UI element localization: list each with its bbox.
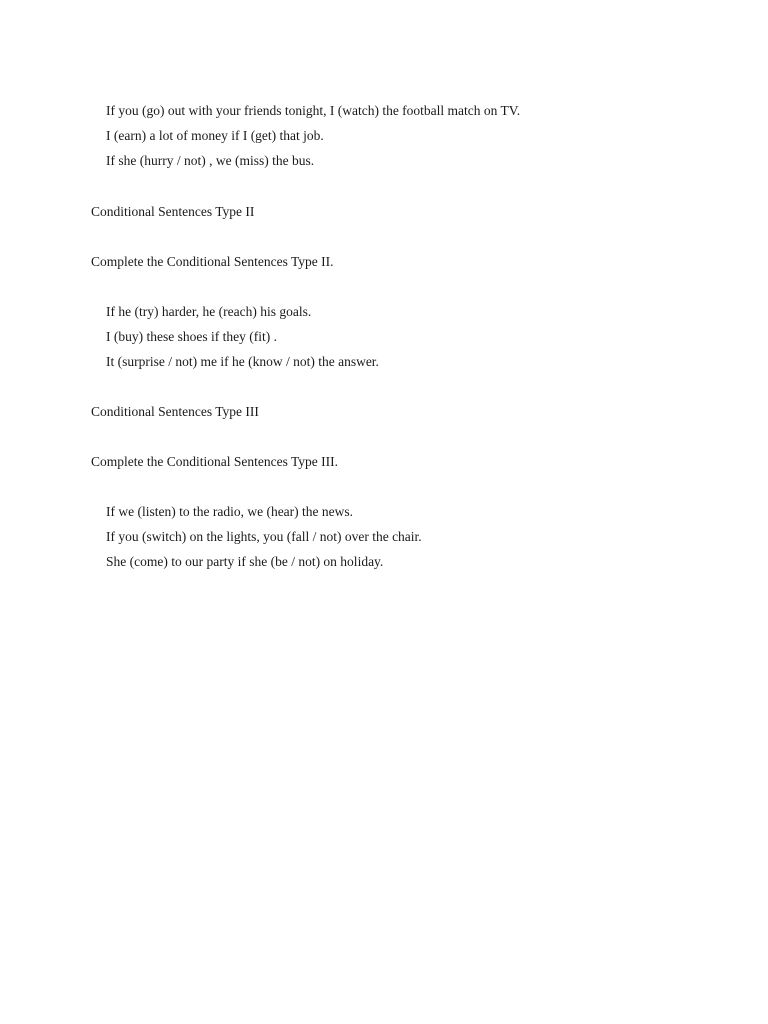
- section-heading-type2: Conditional Sentences Type II: [91, 204, 255, 219]
- exercise-item: She (come) to our party if she (be / not) on holiday.: [106, 554, 384, 569]
- exercise-item: If you (switch) on the lights, you (fall / not) over the chair.: [106, 529, 422, 544]
- exercise-item: If you (go) out with your friends tonight, I (watch) the football match on TV.: [106, 103, 521, 118]
- section-instruction-type3: Complete the Conditional Sentences Type III.: [91, 454, 339, 469]
- exercise-item: If she (hurry / not) , we (miss) the bus.: [106, 153, 315, 168]
- exercise-item: I (earn) a lot of money if I (get) that job.: [106, 128, 324, 143]
- section-instruction-type2: Complete the Conditional Sentences Type II.: [91, 254, 334, 269]
- exercise-item: It (surprise / not) me if he (know / not) the answer.: [106, 354, 379, 369]
- exercise-item: I (buy) these shoes if they (fit) .: [106, 329, 277, 344]
- section-heading-type3: Conditional Sentences Type III: [91, 404, 259, 419]
- exercise-item: If we (listen) to the radio, we (hear) the news.: [106, 504, 354, 519]
- exercise-item: If he (try) harder, he (reach) his goals.: [106, 304, 312, 319]
